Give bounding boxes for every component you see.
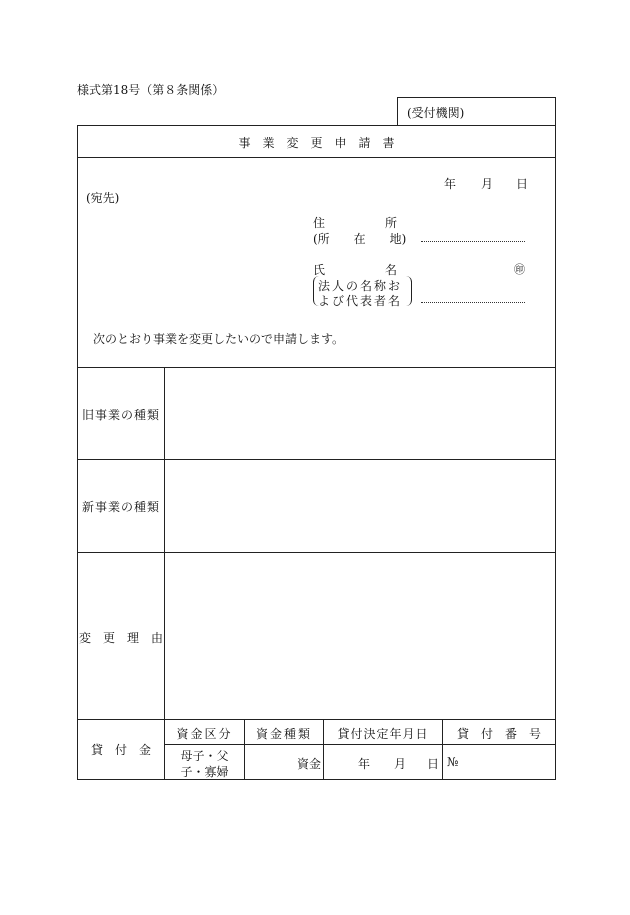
address-label: 住 所 bbox=[313, 216, 398, 230]
loan-header-bottom bbox=[164, 744, 556, 745]
loan-header-decision-date: 貸付決定年月日 bbox=[337, 727, 429, 741]
location-label: (所 在 地) bbox=[313, 232, 407, 246]
receipt-box-top bbox=[397, 97, 555, 98]
title-row-bottom bbox=[77, 157, 556, 158]
table-top-border bbox=[77, 125, 556, 126]
application-statement: 次のとおり事業を変更したいので申請します。 bbox=[93, 332, 345, 346]
receipt-box-right bbox=[555, 97, 556, 125]
applicant-section-bottom bbox=[77, 367, 556, 368]
address-entry-line bbox=[421, 241, 525, 242]
corp-name-line2: よび代表者名 bbox=[318, 294, 403, 308]
decision-year-label: 年 bbox=[358, 757, 371, 771]
fund-type-value: 資金 bbox=[297, 757, 322, 771]
new-business-row-bottom bbox=[77, 552, 556, 553]
date-year-label: 年 bbox=[444, 177, 457, 191]
old-business-label: 旧事業の種類 bbox=[81, 408, 160, 422]
date-day-label: 日 bbox=[516, 177, 529, 191]
reason-label: 変 更 理 由 bbox=[78, 631, 163, 645]
form-number: 様式第18号（第８条関係） bbox=[77, 83, 225, 97]
loan-header-loan-number: 貸 付 番 号 bbox=[456, 727, 541, 741]
corp-name-line1: 法人の名称お bbox=[318, 279, 403, 293]
fund-category-line1: 母子・父 bbox=[180, 749, 229, 763]
form-title: 事 業 変 更 申 請 書 bbox=[238, 136, 395, 150]
table-right-border bbox=[555, 125, 556, 780]
date-month-label: 月 bbox=[481, 177, 494, 191]
receipt-label: (受付機関) bbox=[407, 106, 465, 120]
loan-header-fund-category: 資金区分 bbox=[176, 727, 233, 741]
name-label: 氏 名 bbox=[313, 263, 398, 277]
name-entry-line bbox=[421, 302, 525, 303]
loan-label: 貸 付 金 bbox=[90, 743, 151, 757]
table-bottom-border bbox=[77, 779, 556, 780]
decision-month-label: 月 bbox=[394, 757, 407, 771]
table-left-border bbox=[77, 125, 78, 780]
fund-category-line2: 子・寡婦 bbox=[180, 765, 229, 779]
receipt-box-left bbox=[397, 97, 398, 125]
old-business-row-bottom bbox=[77, 459, 556, 460]
addressee-label: (宛先) bbox=[86, 191, 120, 205]
loan-header-fund-type: 資金種類 bbox=[255, 727, 312, 741]
new-business-label: 新事業の種類 bbox=[81, 500, 160, 514]
seal-mark: ㊞ bbox=[514, 263, 525, 276]
loan-number-prefix: № bbox=[447, 755, 459, 769]
reason-row-bottom bbox=[77, 719, 556, 720]
decision-day-label: 日 bbox=[427, 757, 440, 771]
